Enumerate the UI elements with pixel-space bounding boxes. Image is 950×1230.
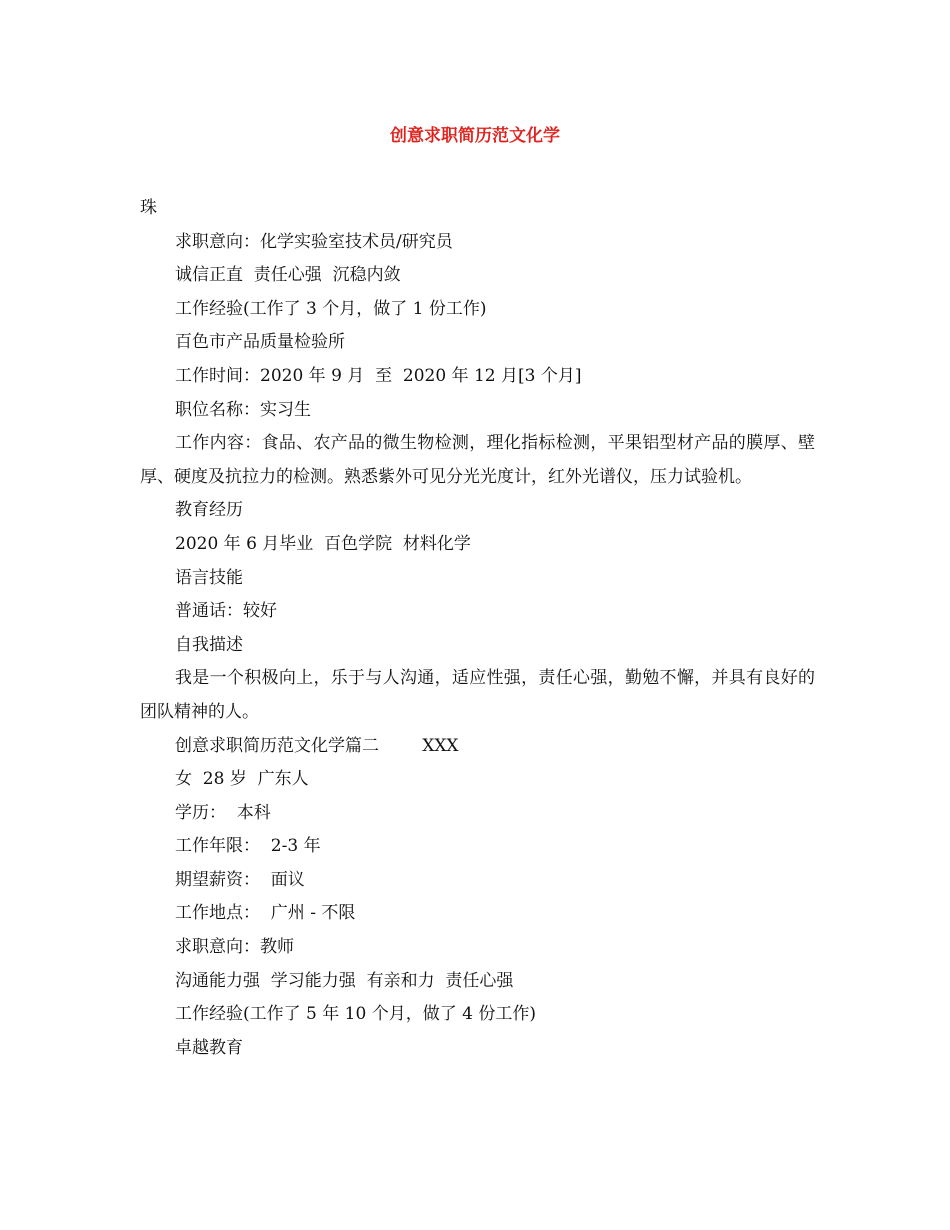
- education-entry: 2020 年 6 月毕业 百色学院 材料化学: [175, 533, 471, 554]
- profile-line: 女 28 岁 广东人: [175, 769, 309, 790]
- section-two-heading: 创意求职简历范文化学篇二 XXX: [175, 735, 459, 756]
- traits-line: 诚信正直 责任心强 沉稳内敛: [175, 265, 401, 286]
- language-heading: 语言技能: [175, 567, 243, 588]
- expected-salary-line: 期望薪资： 面议: [175, 869, 305, 890]
- position-line: 职位名称：实习生: [175, 399, 311, 420]
- education-heading: 教育经历: [175, 500, 243, 521]
- work-experience-heading-2: 工作经验(工作了 5 年 10 个月，做了 4 份工作): [175, 1004, 536, 1025]
- work-location-line: 工作地点： 广州 - 不限: [175, 903, 356, 924]
- name-line: 珠: [140, 198, 157, 218]
- employer-line: 百色市产品质量检验所: [175, 332, 345, 353]
- document-title: 创意求职简历范文化学: [390, 126, 560, 146]
- self-description-paragraph: 我是一个积极向上，乐于与人沟通，适应性强，责任心强，勤勉不懈，并具有良好的团队精神的人。: [140, 668, 815, 722]
- document-body: [140, 192, 815, 1065]
- skills-line: 沟通能力强 学习能力强 有亲和力 责任心强: [175, 970, 514, 991]
- job-intention-line-2: 求职意向：教师: [175, 937, 294, 958]
- employer-line-2: 卓越教育: [175, 1037, 243, 1058]
- job-intention-line: 求职意向：化学实验室技术员/研究员: [175, 231, 453, 252]
- work-experience-heading: 工作经验(工作了 3 个月，做了 1 份工作): [175, 298, 487, 319]
- years-experience-line: 工作年限： 2-3 年: [175, 836, 321, 857]
- job-content-paragraph: 工作内容：食品、农产品的微生物检测，理化指标检测，平果铝型材产品的膜厚、壁厚、硬度及抗拉力的检测。熟悉紫外可见分光光度计，红外光谱仪，压力试验机。: [140, 433, 815, 487]
- language-entry: 普通话：较好: [175, 601, 277, 622]
- work-period-line: 工作时间：2020 年 9 月 至 2020 年 12 月[3 个月]: [175, 365, 582, 386]
- self-description-heading: 自我描述: [175, 634, 243, 655]
- education-level-line: 学历： 本科: [175, 802, 271, 823]
